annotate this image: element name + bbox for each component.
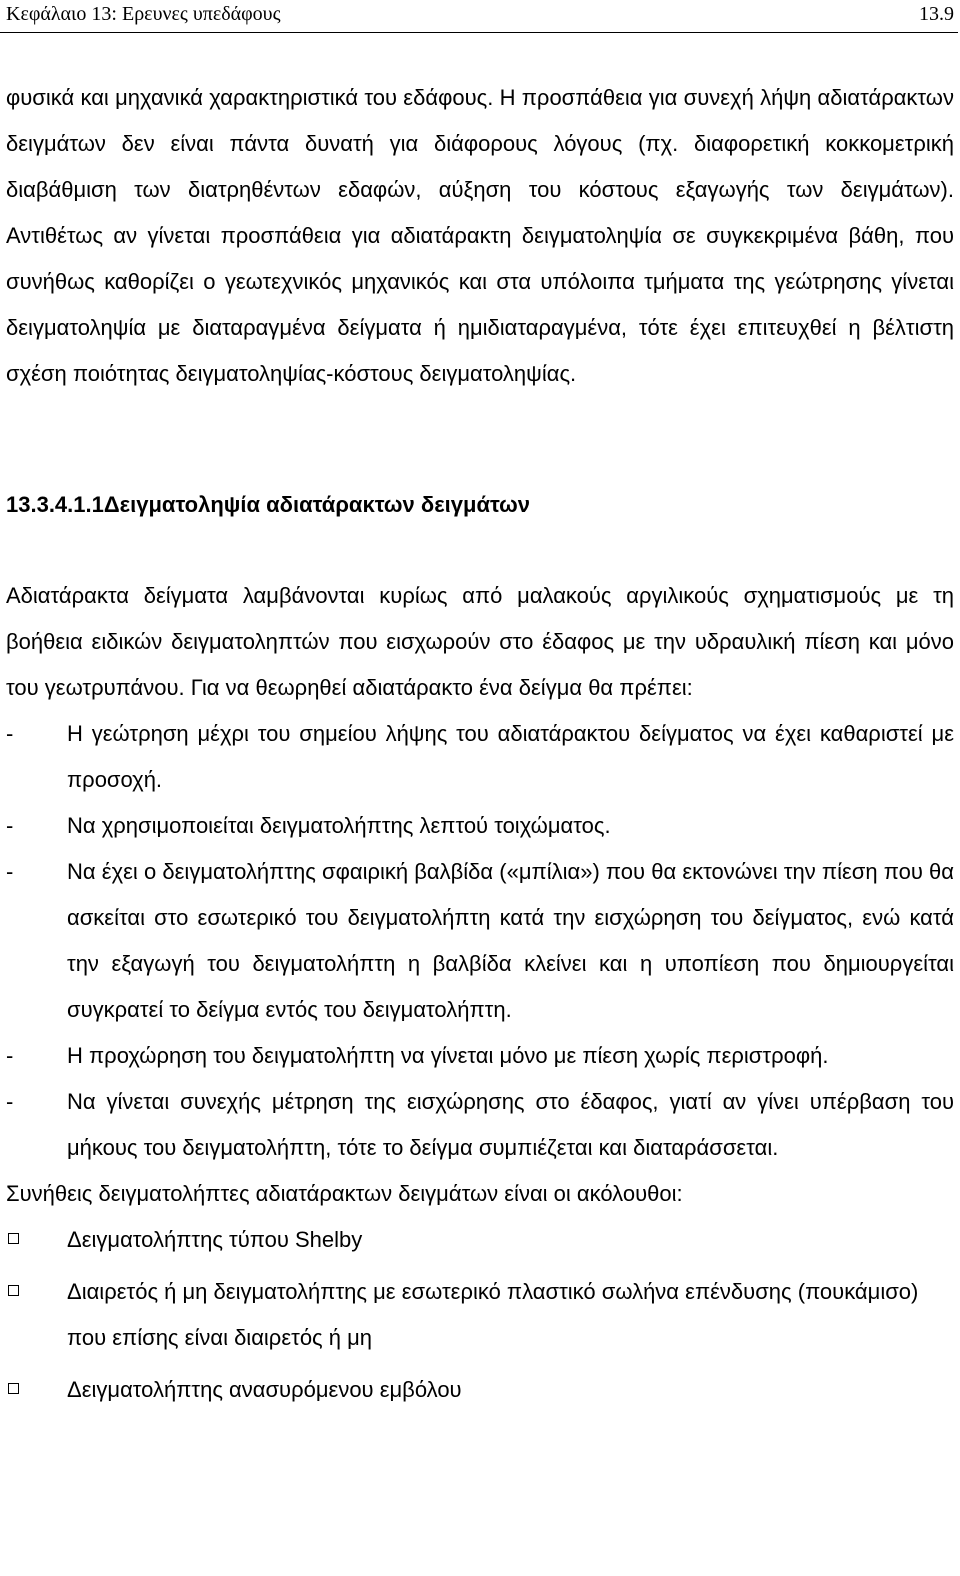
requirement-item bbox=[6, 849, 954, 1033]
checkbox-bullet-icon bbox=[8, 1233, 19, 1244]
dash-marker: - bbox=[6, 721, 14, 746]
page-header bbox=[0, 0, 958, 33]
sampler-text: Δειγματολήπτης τύπου Shelby bbox=[67, 1227, 363, 1252]
requirement-item bbox=[6, 803, 954, 849]
checkbox-bullet-icon bbox=[8, 1285, 19, 1296]
dash-marker: - bbox=[6, 1043, 14, 1068]
section-body bbox=[6, 573, 954, 1413]
dash-marker: - bbox=[6, 1089, 14, 1114]
requirement-text: Να χρησιμοποιείται δειγματολήπτης λεπτού τοιχώματος. bbox=[67, 813, 611, 838]
requirement-item bbox=[6, 711, 954, 803]
page-content bbox=[6, 75, 954, 1402]
requirement-text: Η γεώτρηση μέχρι του σημείου λήψης του αδιατάρακτου δείγματος να έχει καθαριστεί με προσοχή. bbox=[67, 721, 954, 792]
dash-marker: - bbox=[6, 859, 14, 884]
section-paragraph: Αδιατάρακτα δείγματα λαμβάνονται κυρίως από μαλακούς αργιλικούς σχηματισμούς με τη βοήθεια ειδικών δειγματοληπτών που εισχωρούν στο έδαφος με την υδραυλική πίεση και μόνο του γεωτρυπάνου. Για να θεωρηθεί αδιατάρακτο ένα δείγμα θα πρέπει: bbox=[6, 583, 954, 700]
section-heading: 13.3.4.1.1Δειγματοληψία αδιατάρακτων δειγμάτων bbox=[6, 492, 531, 517]
checkbox-bullet-icon bbox=[8, 1383, 19, 1394]
dash-marker: - bbox=[6, 813, 14, 838]
sampler-list-item bbox=[6, 1367, 954, 1413]
requirement-text: Η προχώρηση του δειγματολήπτη να γίνεται μόνο με πίεση χωρίς περιστροφή. bbox=[67, 1043, 829, 1068]
sampler-text: Δειγματολήπτης ανασυρόμενου εμβόλου bbox=[67, 1377, 462, 1402]
requirement-item bbox=[6, 1033, 954, 1079]
chapter-title: Κεφάλαιο 13: Ερευνες υπεδάφους bbox=[6, 3, 281, 25]
intro-paragraph: φυσικά και μηχανικά χαρακτηριστικά του εδάφους. Η προσπάθεια για συνεχή λήψη αδιατάρακτων δειγμάτων δεν είναι πάντα δυνατή για διάφορους λόγους (πχ. διαφορετική κοκκομετρική διαβάθμιση των διατρηθέντων εδαφών, αύξηση του κόστους εξαγωγής των δειγμάτων). Αντιθέτως αν γίνεται προσπάθεια για αδιατάρακτη δειγματοληψία σε συγκεκριμένα βάθη, που συνήθως καθορίζει ο γεωτεχνικός μηχανικός και στα υπόλοιπα τμήματα της γεώτρησης γίνεται δειγματοληψία με διαταραγμένα δείγματα ή ημιδιαταραγμένα, τότε έχει επιτευχθεί η βέλτιστη σχέση ποιότητας δειγματοληψίας-κόστους δειγματοληψίας. bbox=[6, 85, 954, 386]
requirement-text: Να έχει ο δειγματολήπτης σφαιρική βαλβίδα («μπίλια») που θα εκτονώνει την πίεση που θα ασκείται στο εσωτερικό του δειγματολήπτη κατά την εισχώρηση του δείγματος, ενώ κατά την εξαγωγή του δειγματολήπτη η βαλβίδα κλείνει και η υποπίεση που δημιουργείται συγκρατεί το δείγμα εντός του δειγματολήπτη. bbox=[67, 859, 954, 1022]
sampler-text: Διαιρετός ή μη δειγματολήπτης με εσωτερικό πλαστικό σωλήνα επένδυσης (πουκάμισο) που επίσης είναι διαιρετός ή μη bbox=[67, 1279, 919, 1350]
sampler-list-item bbox=[6, 1269, 954, 1361]
page-number: 13.9 bbox=[919, 3, 954, 25]
samplers-intro: Συνήθεις δειγματολήπτες αδιατάρακτων δειγμάτων είναι οι ακόλουθοι: bbox=[6, 1181, 683, 1206]
requirement-text: Να γίνεται συνεχής μέτρηση της εισχώρησης στο έδαφος, γιατί αν γίνει υπέρβαση του μήκους του δειγματολήπτη, τότε το δείγμα συμπιέζεται και διαταράσσεται. bbox=[67, 1089, 954, 1160]
sampler-list-item bbox=[6, 1217, 954, 1263]
requirement-item bbox=[6, 1079, 954, 1171]
